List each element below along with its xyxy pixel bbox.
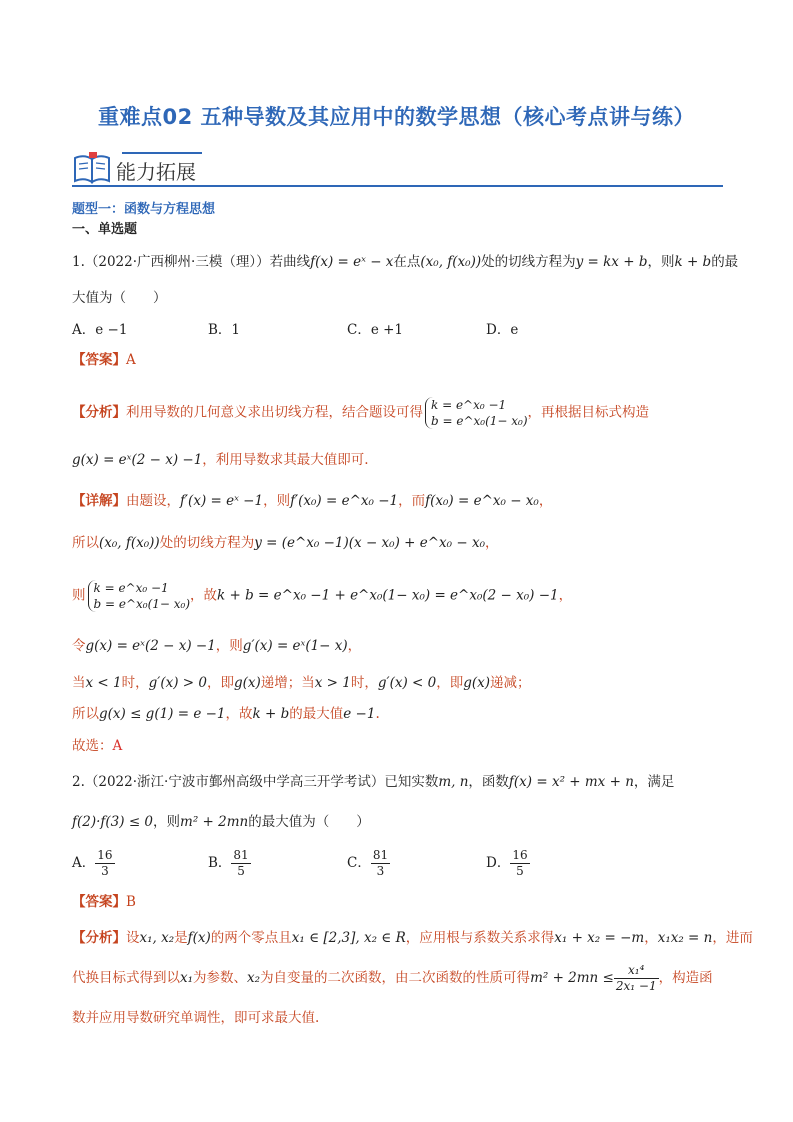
q1-analysis-line2 xyxy=(72,450,369,470)
subsection-heading: 一、单选题 xyxy=(72,222,138,237)
q1-stem-text-c: 处的切线方程为 xyxy=(481,254,576,270)
detail-text: ， xyxy=(484,535,499,551)
q1-kb: k + b xyxy=(674,254,712,270)
detail-text: 递减； xyxy=(490,675,531,691)
q1-function: f(x) = eˣ − x xyxy=(310,254,394,270)
detail-math: f′(x) = eˣ −1 xyxy=(180,493,264,509)
option-label: C． xyxy=(347,855,371,871)
q2-answer xyxy=(72,892,136,912)
detail-text: ，则 xyxy=(263,493,291,509)
option-fraction xyxy=(95,848,114,879)
option-label: B． xyxy=(208,855,232,871)
q1-stem-text-d: ，则 xyxy=(647,254,675,270)
analysis-text: 设 xyxy=(126,930,140,946)
section-rule xyxy=(72,185,723,187)
q1-point: (x₀, f(x₀)) xyxy=(420,254,482,270)
system-eq-2: b = e^x₀(1− x₀) xyxy=(93,597,191,611)
detail-math: y = (e^x₀ −1)(x − x₀) + e^x₀ − x₀ xyxy=(254,535,485,551)
choose-label: 故选： xyxy=(72,738,113,754)
q1-stem-text: 1.（2022·广西柳州·三模（理））若曲线 xyxy=(72,254,311,270)
q1-choose xyxy=(72,736,122,756)
q1-analysis-system xyxy=(425,397,528,429)
q1-option-b: B．1 xyxy=(208,322,241,338)
gx-definition: g(x) = eˣ(2 − x) −1 xyxy=(72,452,203,468)
q2-condition: f(2)·f(3) ≤ 0 xyxy=(72,814,154,830)
q1-detail-line3 xyxy=(72,580,572,612)
q1-detail-line6 xyxy=(72,704,380,724)
detail-math: e −1 xyxy=(343,706,376,722)
q1-stem-text-e: 的最 xyxy=(711,254,739,270)
q2-stem-line2 xyxy=(72,812,370,832)
numerator: 16 xyxy=(97,848,113,862)
q1-tangent-line: y = kx + b xyxy=(575,254,648,270)
q2-mn: m, n xyxy=(438,774,469,790)
analysis-math: m² + 2mn ≤ xyxy=(530,970,614,986)
detail-text: 当 xyxy=(72,675,86,691)
q1-option-d: D．e xyxy=(486,322,519,338)
option-fraction xyxy=(510,848,529,879)
denominator: 5 xyxy=(237,864,245,878)
detail-math: (x₀, f(x₀)) xyxy=(99,535,160,551)
detail-text: ，故 xyxy=(225,706,253,722)
detail-math: f(x₀) = e^x₀ − x₀ xyxy=(425,493,539,509)
analysis-text: 为自变量的二次函数，由二次函数的性质可得 xyxy=(260,970,531,986)
detail-text: . xyxy=(375,706,380,722)
answer-value: B xyxy=(126,894,136,910)
detail-text: 处的切线方程为 xyxy=(159,535,255,551)
detail-math: x < 1 xyxy=(85,675,122,691)
choose-value: A xyxy=(112,738,123,754)
analysis-text: ，进而 xyxy=(712,930,753,946)
answer-value: A xyxy=(126,352,136,368)
detail-label: 【详解】 xyxy=(72,493,126,509)
q2-stem-text: 2.（2022·浙江·宁波市鄞州高级中学高三开学考试）已知实数 xyxy=(72,774,439,790)
detail-math: x > 1 xyxy=(314,675,351,691)
detail-text: 则 xyxy=(72,587,86,604)
detail-text: 递增；当 xyxy=(260,675,315,691)
q1-answer xyxy=(72,350,136,370)
detail-text: 所以 xyxy=(72,535,99,551)
analysis-math: x₂ xyxy=(247,970,261,986)
detail-text: 令 xyxy=(72,638,86,654)
detail-math: g′(x) < 0 xyxy=(377,675,437,691)
system-eq-1: k = e^x₀ −1 xyxy=(431,398,507,412)
denominator: 5 xyxy=(516,864,524,878)
detail-math: k + b = e^x₀ −1 + e^x₀(1− x₀) = e^x₀(2 − x₀) −1 xyxy=(217,587,559,604)
detail-text: ，而 xyxy=(398,493,426,509)
q2-analysis-line1 xyxy=(72,928,753,948)
detail-text: ， xyxy=(347,638,362,654)
detail-math: g(x) xyxy=(463,675,490,691)
book-icon xyxy=(72,150,114,186)
q1-detail-line4 xyxy=(72,636,361,656)
q1-stem-line1 xyxy=(72,252,738,272)
q1-option-a: A．e −1 xyxy=(72,322,128,338)
detail-text: ，即 xyxy=(436,675,464,691)
numerator: 81 xyxy=(233,848,249,862)
detail-text: 时， xyxy=(121,675,149,691)
system-eq-2: b = e^x₀(1− x₀) xyxy=(431,414,528,428)
detail-text: ，则 xyxy=(215,638,243,654)
analysis-math: x₁ ∈ [2,3], x₂ ∈ R xyxy=(291,930,406,946)
detail-math: g′(x) = eˣ(1− x) xyxy=(242,638,348,654)
numerator: 81 xyxy=(372,848,389,862)
q2-stem-line1 xyxy=(72,772,674,792)
detail-math: g(x) ≤ g(1) = e −1 xyxy=(99,706,226,722)
answer-label: 【答案】 xyxy=(72,352,126,368)
q1-detail-line1 xyxy=(72,491,552,511)
option-label: D． xyxy=(486,855,511,871)
q2-stem-text-b: ，函数 xyxy=(468,774,509,790)
analysis-text: 代换目标式得到以 xyxy=(72,970,180,986)
denominator: 3 xyxy=(101,864,109,878)
analysis-math: x₁ xyxy=(180,970,194,986)
q1-detail-system xyxy=(88,580,191,612)
section-title: 能力拓展 xyxy=(116,160,196,184)
analysis-text: ， xyxy=(644,930,658,946)
analysis-text: 是 xyxy=(174,930,188,946)
detail-math: g(x) xyxy=(233,675,261,691)
detail-text: 的最大值 xyxy=(289,706,344,722)
analysis-fraction xyxy=(614,963,659,994)
q2-option-d xyxy=(486,848,530,879)
detail-text: ， xyxy=(538,493,553,509)
system-eq-1: k = e^x₀ −1 xyxy=(93,581,169,595)
analysis-math: x₁ + x₂ = −m xyxy=(554,930,645,946)
detail-math: g(x) = eˣ(2 − x) −1 xyxy=(85,638,216,654)
analysis-text: ，应用根与系数关系求得 xyxy=(405,930,555,946)
q1-stem-text-b: 在点 xyxy=(393,254,421,270)
numerator: 16 xyxy=(512,848,528,862)
analysis-text: ，构造函 xyxy=(658,970,713,986)
q1-detail-line2 xyxy=(72,533,498,553)
analysis-math: x₁, x₂ xyxy=(139,930,175,946)
analysis-math: f(x) xyxy=(187,930,211,946)
option-label: A． xyxy=(72,855,96,871)
q2-option-b xyxy=(208,848,251,879)
q2-option-a xyxy=(72,848,115,879)
section-top-rule xyxy=(122,152,202,154)
denominator: 3 xyxy=(376,864,385,878)
q2-target: m² + 2mn xyxy=(180,814,249,830)
detail-text: ，故 xyxy=(190,587,218,604)
analysis-label: 【分析】 xyxy=(72,930,126,946)
analysis-text: 的两个零点且 xyxy=(210,930,292,946)
q1-detail-line5 xyxy=(72,673,531,693)
q2-option-c xyxy=(347,848,390,879)
q2-function: f(x) = x² + mx + n xyxy=(508,774,634,790)
option-fraction xyxy=(371,848,390,879)
analysis-text-b: ，再根据目标式构造 xyxy=(527,404,650,421)
detail-text: ，即 xyxy=(206,675,234,691)
q2-stem-text-d: ，则 xyxy=(153,814,181,830)
analysis-math: x₁x₂ = n xyxy=(657,930,713,946)
analysis-label: 【分析】 xyxy=(72,404,126,421)
detail-text: 所以 xyxy=(72,706,99,722)
q2-analysis-line2 xyxy=(72,963,713,994)
q1-option-c: C．e +1 xyxy=(347,322,404,338)
q1-stem-line2: 大值为（ ） xyxy=(72,290,167,306)
q1-analysis-line1 xyxy=(72,397,649,429)
analysis-text-c: ，利用导数求其最大值即可. xyxy=(202,452,369,468)
numerator: x₁⁴ xyxy=(614,963,659,979)
detail-text: 由题设， xyxy=(126,493,180,509)
q2-analysis-line3: 数并应用导数研究单调性，即可求最大值. xyxy=(72,1010,320,1026)
option-fraction xyxy=(231,848,250,879)
q2-stem-text-e: 的最大值为（ ） xyxy=(248,814,370,830)
detail-text: 时， xyxy=(350,675,378,691)
analysis-text: 为参数、 xyxy=(193,970,248,986)
question-type-heading: 题型一：函数与方程思想 xyxy=(72,202,216,217)
detail-text: ， xyxy=(558,587,573,604)
q2-stem-text-c: ，满足 xyxy=(633,774,675,790)
analysis-text: 利用导数的几何意义求出切线方程，结合题设可得 xyxy=(126,404,423,421)
detail-math: f′(x₀) = e^x₀ −1 xyxy=(290,493,399,509)
detail-math: k + b xyxy=(252,706,290,722)
answer-label: 【答案】 xyxy=(72,894,126,910)
page-title: 重难点02 五种导数及其应用中的数学思想（核心考点讲与练） xyxy=(97,105,696,129)
detail-math: g′(x) > 0 xyxy=(148,675,207,691)
denominator: 2x₁ −1 xyxy=(615,979,657,993)
